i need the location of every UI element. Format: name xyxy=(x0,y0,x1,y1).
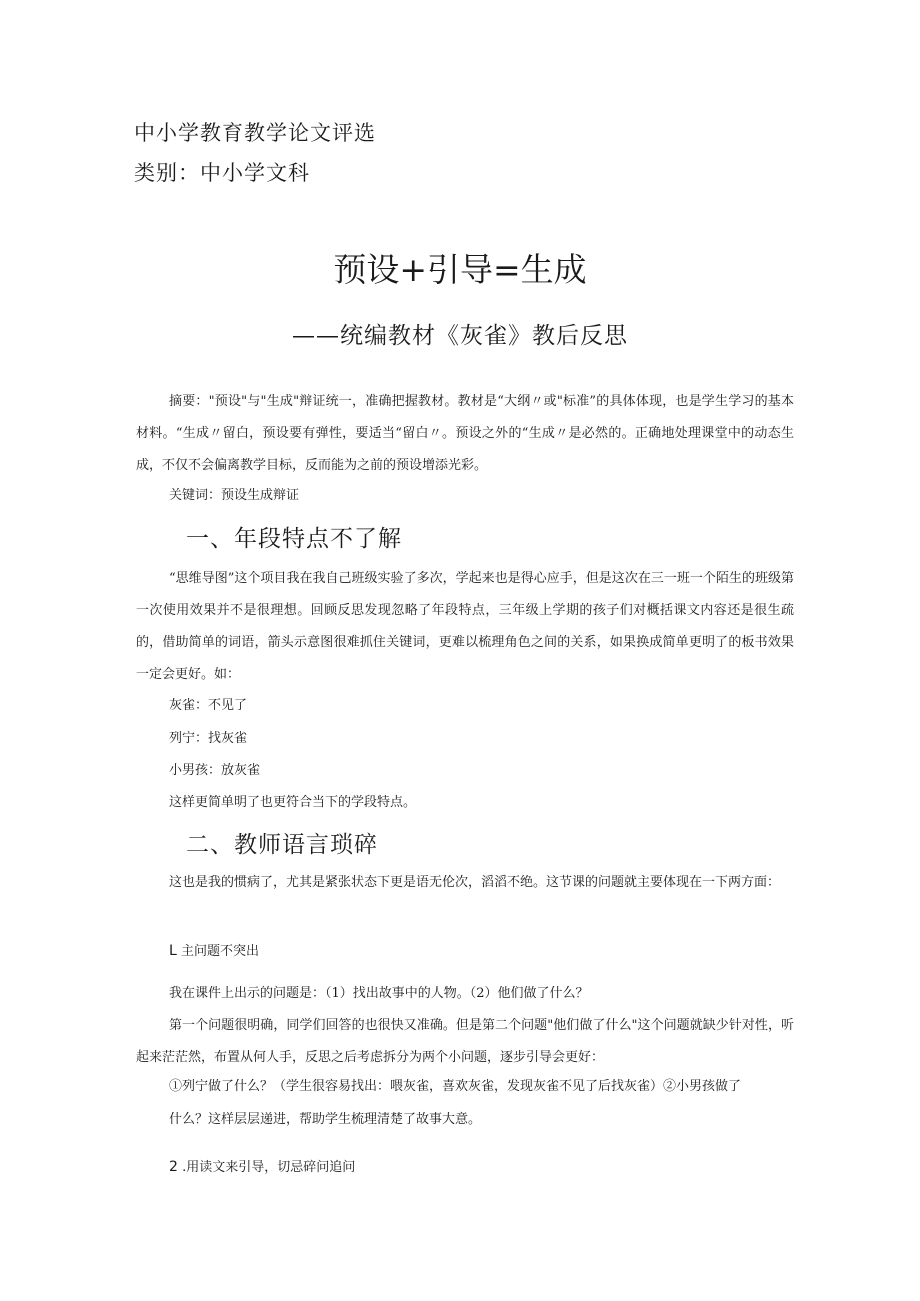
list-item: 灰雀：不见了 xyxy=(169,698,248,713)
paper-title: 预设+引导=生成 xyxy=(333,250,587,289)
sub-question-line: 什么？这样层层递进，帮助学生梳理清楚了故事大意。 xyxy=(169,1112,482,1127)
point-1 xyxy=(169,940,259,959)
question-line: 我在课件上出示的问题是：（1）找出故事中的人物。（2）他们做了什么？ xyxy=(169,986,589,1001)
section1-paragraph: “思维导图”这个项目我在我自己班级实验了多次，学起来也是得心应手，但是这次在三一班一个陌生的班级第一次使用效果并不是很理想。回顾反思发现忽略了年段特点，三年级上学期的孩子们对概括课文内容还是很生疏的，借助简单的词语，箭头示意图很难抓住关键词，更难以梳理角色之间的关系，如果换成简单更明了的板书效果一定会更好。如： xyxy=(136,571,794,682)
section-heading-2: 二、教师语言琐碎 xyxy=(186,832,378,858)
list-item: 小男孩：放灰雀 xyxy=(169,763,261,778)
list-item: 列宁：找灰雀 xyxy=(169,731,248,746)
analysis-paragraph: 第一个问题很明确，同学们回答的也很快又准确。但是第二个问题"他们做了什么"这个问题就缺少针对性，听起来茫茫然，布置从何人手，反思之后考虑拆分为两个小问题，逐步引导会更好： xyxy=(136,1018,794,1065)
keywords-line: 关键词：预设生成辩证 xyxy=(169,488,300,503)
contest-name: 中小学教育教学论文评选 xyxy=(134,121,376,145)
point-text: 主问题不突出 xyxy=(180,944,259,959)
point-number: L xyxy=(169,943,177,959)
section2-intro: 这也是我的惯病了，尤其是紧张状态下更是语无伦次，滔滔不绝。这节课的问题就主要体现在一下两方面： xyxy=(169,875,781,890)
point-text: .用读文来引导，切忌碎问追问 xyxy=(182,1160,356,1175)
section1-conclusion: 这样更简单明了也更符合当下的学段特点。 xyxy=(169,795,417,810)
section-heading-1: 一、年段特点不了解 xyxy=(186,526,402,552)
sub-question-line: ①列宁做了什么？（学生很容易找出：喂灰雀，喜欢灰雀，发现灰雀不见了后找灰雀）②小男孩做了 xyxy=(169,1079,742,1094)
abstract-paragraph: 摘要："预设"与"生成"辩证统一，准确把握教材。教材是“大纲〃或"标准”的具体体现，也是学生学习的基本材料。“生成〃留白，预设要有弹性，要适当“留白〃。预设之外的“生成〃是必然的。正确地处理课堂中的动态生成，不仅不会偏离教学目标，反而能为之前的预设增添光彩。 xyxy=(136,394,794,473)
category-label: 类别：中小学文科 xyxy=(134,161,310,185)
point-2 xyxy=(169,1156,355,1175)
point-number: 2 xyxy=(169,1159,178,1175)
paper-subtitle: ——统编教材《灰雀》教后反思 xyxy=(292,323,628,349)
